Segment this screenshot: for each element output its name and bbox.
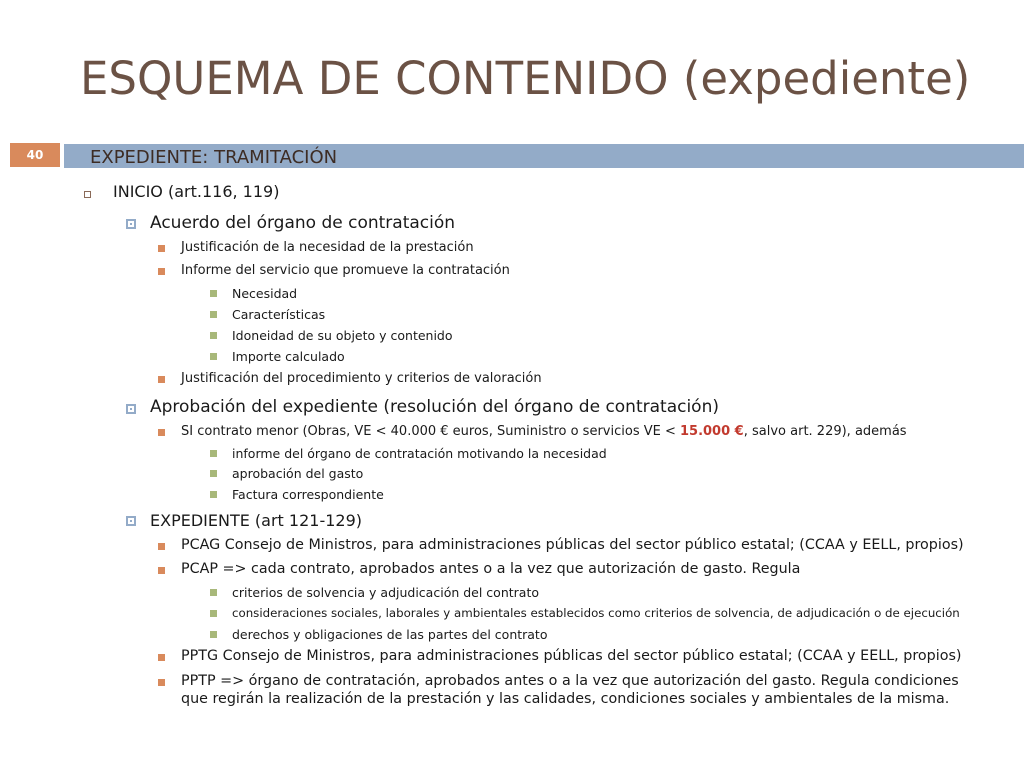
outline-aprobacion: Aprobación del expediente (resolución del órgano de contratación) [150, 397, 719, 417]
outline-aprobacion-gasto: aprobación del gasto [232, 466, 364, 481]
outline-pptp-line2: que regirán la realización de la prestación y las calidades, condiciones sociales y ambientales de la misma. [181, 691, 950, 707]
green-square-bullet-icon [210, 450, 217, 457]
outline-informe-servicio: Informe del servicio que promueve la contratación [181, 263, 510, 278]
outline-informe-organo: informe del órgano de contratación motivando la necesidad [232, 446, 607, 461]
green-square-bullet-icon [210, 353, 217, 360]
outline-expediente: EXPEDIENTE (art 121-129) [150, 511, 362, 530]
green-square-bullet-icon [210, 491, 217, 498]
outline-criterios-solvencia: criterios de solvencia y adjudicación del contrato [232, 585, 539, 600]
highlight-amount: 15.000 € [679, 424, 744, 439]
square-bullet-icon [126, 219, 136, 229]
outline-pcag: PCAG Consejo de Ministros, para administraciones públicas del sector público estatal; (CCAA y EELL, propios) [181, 537, 964, 553]
outline-consideraciones: consideraciones sociales, laborales y ambientales establecidos como criterios de solvencia, de adjudicación o de ejecución [232, 606, 960, 620]
outline-inicio: INICIO (art.116, 119) [113, 182, 280, 201]
hollow-square-bullet-icon [84, 191, 91, 198]
green-square-bullet-icon [210, 631, 217, 638]
outline-idoneidad: Idoneidad de su objeto y contenido [232, 328, 453, 343]
green-square-bullet-icon [210, 332, 217, 339]
outline-pptp-line1: PPTP => órgano de contratación, aprobados antes o a la vez que autorización del gasto. Regula condiciones [181, 673, 959, 689]
square-bullet-icon [126, 516, 136, 526]
outline-caracteristicas: Características [232, 307, 326, 322]
outline-pcap: PCAP => cada contrato, aprobados antes o a la vez que autorización de gasto. Regula [181, 561, 801, 577]
outline-importe: Importe calculado [232, 349, 345, 364]
outline-contrato-menor: SI contrato menor (Obras, VE < 40.000 € euros, Suministro o servicios VE < 15.000 €, salvo art. 229), además [181, 424, 907, 439]
green-square-bullet-icon [210, 311, 217, 318]
orange-square-bullet-icon [158, 567, 165, 574]
orange-square-bullet-icon [158, 245, 165, 252]
orange-square-bullet-icon [158, 654, 165, 661]
outline-justificacion-necesidad: Justificación de la necesidad de la prestación [181, 240, 474, 255]
outline-necesidad: Necesidad [232, 286, 298, 301]
outline-factura: Factura correspondiente [232, 487, 384, 502]
outline-pptg: PPTG Consejo de Ministros, para administraciones públicas del sector público estatal; (CCAA y EELL, propios) [181, 648, 962, 664]
orange-square-bullet-icon [158, 268, 165, 275]
green-square-bullet-icon [210, 470, 217, 477]
slide-title: ESQUEMA DE CONTENIDO (expediente) [80, 52, 971, 105]
orange-square-bullet-icon [158, 376, 165, 383]
orange-square-bullet-icon [158, 543, 165, 550]
orange-square-bullet-icon [158, 679, 165, 686]
green-square-bullet-icon [210, 589, 217, 596]
square-bullet-icon [126, 404, 136, 414]
outline-acuerdo: Acuerdo del órgano de contratación [150, 213, 456, 233]
slide-subtitle: EXPEDIENTE: TRAMITACIÓN [90, 147, 338, 168]
green-square-bullet-icon [210, 290, 217, 297]
green-square-bullet-icon [210, 610, 217, 617]
orange-square-bullet-icon [158, 429, 165, 436]
outline-derechos: derechos y obligaciones de las partes del contrato [232, 627, 548, 642]
outline-justificacion-procedimiento: Justificación del procedimiento y criterios de valoración [181, 371, 542, 386]
page-number-badge: 40 [10, 143, 60, 167]
